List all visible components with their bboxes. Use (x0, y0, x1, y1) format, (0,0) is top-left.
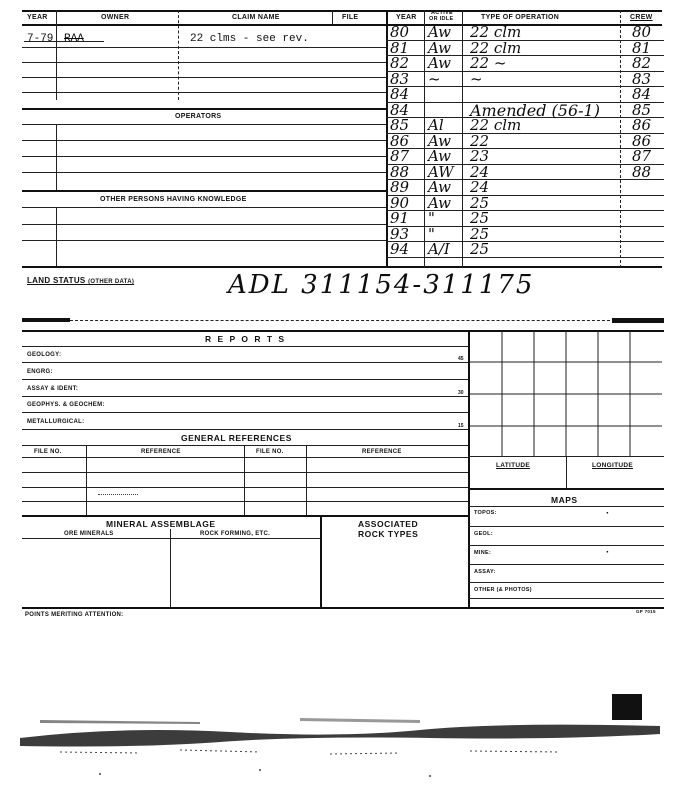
activity-col-type: TYPE OF OPERATION (481, 14, 560, 21)
grid-lines (470, 330, 662, 456)
col-owner-header: OWNER (101, 14, 130, 21)
activity-type: 25 (470, 240, 490, 258)
strike-line (24, 41, 104, 42)
activity-active: Aw (428, 178, 451, 196)
row-line (22, 501, 468, 502)
activity-type: 25 (470, 224, 490, 243)
activity-type: 23 (470, 147, 490, 165)
divider (244, 445, 245, 515)
activity-active: Al (428, 116, 444, 134)
activity-type: 22 clm (470, 116, 522, 134)
activity-crew: 87 (632, 147, 652, 165)
geology-label: GEOLOGY: (27, 352, 62, 358)
row-line (22, 190, 386, 192)
activity-crew: 80 (632, 23, 652, 41)
divider (320, 515, 322, 608)
activity-crew: 81 (632, 38, 652, 57)
activity-crew: 84 (632, 85, 652, 103)
activity-year: 88 (390, 162, 410, 181)
row-line (22, 47, 386, 48)
activity-crew: 86 (632, 116, 652, 134)
scan-dots (98, 494, 138, 495)
activity-active: Aw (428, 193, 451, 212)
row-line (22, 224, 386, 225)
activity-active: Aw (428, 131, 451, 150)
ref-file-no-2: FILE NO. (256, 449, 284, 455)
activity-col-year: YEAR (396, 14, 417, 21)
activity-year: 93 (390, 224, 410, 243)
divider (170, 529, 171, 608)
entry-year: 7-79 (27, 33, 54, 45)
row-line (22, 92, 386, 93)
activity-active: AW (428, 162, 454, 181)
longitude-label: LONGITUDE (592, 462, 633, 469)
row-line (22, 429, 468, 430)
activity-type: 22 ~ (470, 54, 507, 72)
reports-title: R E P O R T S (205, 334, 287, 344)
points-meriting-attention: POINTS MERITING ATTENTION: (25, 612, 124, 618)
row-line (22, 156, 386, 157)
row-line (22, 207, 386, 208)
grid-area (470, 330, 662, 456)
topos-mark: · (606, 508, 610, 519)
activity-col-idle: OR IDLE (429, 16, 454, 22)
geol-label: GEOL: (474, 531, 493, 537)
row-line (22, 108, 386, 110)
entry-owner: RAA (64, 33, 84, 45)
form-number: GP 7015 (636, 609, 656, 614)
activity-year: 80 (390, 23, 410, 41)
row-line (22, 396, 468, 397)
activity-crew: 88 (632, 162, 652, 181)
rock-forming-label: ROCK FORMING, ETC. (200, 531, 271, 537)
land-status-note: (OTHER DATA) (88, 279, 135, 285)
activity-crew: 85 (632, 100, 652, 119)
activity-active: Aw (428, 147, 451, 165)
marker-45: 45 (458, 356, 464, 362)
mine-mark: · (606, 547, 610, 558)
metallurgical-label: METALLURGICAL: (27, 419, 85, 425)
activity-type: ~ (470, 69, 483, 88)
rock-types-label: ROCK TYPES (358, 529, 419, 539)
activity-year: 83 (390, 69, 410, 88)
divider (332, 10, 333, 24)
activity-year: 84 (390, 85, 410, 103)
ore-minerals-label: ORE MINERALS (64, 531, 114, 537)
activity-type: 22 (470, 131, 490, 150)
activity-type: 25 (470, 193, 490, 212)
activity-col-crew: CREW (630, 14, 653, 21)
activity-active: " (428, 224, 435, 243)
top-header-rule-bottom (22, 24, 662, 26)
mineral-frame-top (22, 515, 468, 517)
maps-frame-top (468, 488, 664, 490)
land-status-value: ADL 311154-311175 (228, 270, 535, 300)
row-line (22, 538, 320, 539)
row-line (22, 140, 386, 141)
ref-file-no-1: FILE NO. (34, 449, 62, 455)
activity-year: 91 (390, 209, 410, 227)
row-line (468, 564, 664, 565)
assay-label: ASSAY & IDENT: (27, 386, 79, 392)
other-persons-heading: OTHER PERSONS HAVING KNOWLEDGE (100, 196, 247, 203)
activity-year: 86 (390, 131, 410, 150)
row-line (22, 487, 468, 488)
row-line (22, 240, 386, 241)
maps-title: MAPS (551, 495, 578, 505)
row-line (468, 582, 664, 583)
assay-map-label: ASSAY: (474, 569, 496, 575)
topos-label: TOPOS: (474, 510, 497, 516)
divider (566, 456, 567, 488)
activity-crew: 83 (632, 69, 652, 88)
scan-noise (0, 690, 678, 800)
activity-type: 22 clm (470, 38, 522, 57)
row-line (22, 457, 468, 458)
top-header-rule (22, 10, 662, 12)
activity-crew: 82 (632, 54, 652, 72)
activity-active: ~ (428, 69, 441, 88)
mine-label: MINE: (474, 550, 492, 556)
section-separator (70, 320, 615, 321)
marker-15: 15 (458, 423, 464, 429)
activity-type: 24 (470, 162, 490, 181)
land-status-label (27, 276, 134, 285)
divider (386, 10, 388, 268)
divider (56, 124, 57, 190)
col-year-header: YEAR (27, 14, 48, 21)
divider (56, 207, 57, 266)
divider (56, 10, 57, 100)
row-line (468, 545, 664, 546)
divider (306, 445, 307, 515)
activity-type: 22 clm (470, 23, 522, 41)
land-status-text: LAND STATUS (27, 276, 86, 285)
other-photos-label: OTHER (& PHOTOS) (474, 587, 532, 593)
activity-type: 25 (470, 209, 490, 227)
activity-year: 89 (390, 178, 410, 196)
row-line (468, 506, 664, 507)
row-line (468, 526, 664, 527)
row-line (22, 472, 468, 473)
activity-active: Aw (428, 38, 451, 57)
section-separator (22, 318, 70, 322)
activity-active: A/I (428, 240, 450, 258)
col-file-header: FILE (342, 14, 359, 21)
row-line (22, 124, 386, 125)
activity-col-active: ACTIVE (431, 10, 453, 16)
activity-year: 85 (390, 116, 410, 134)
activity-year: 82 (390, 54, 410, 72)
row-line (22, 172, 386, 173)
activity-year: 87 (390, 147, 410, 165)
col-claim-name-header: CLAIM NAME (232, 14, 280, 21)
row-line (22, 412, 468, 413)
reports-frame-bottom (22, 607, 664, 609)
entry-claim-name: 22 clms - see rev. (190, 33, 309, 45)
row-line (468, 598, 664, 599)
row-line (22, 266, 662, 268)
activity-year: 90 (390, 193, 410, 212)
geophys-label: GEOPHYS. & GEOCHEM: (27, 402, 105, 408)
mineral-assemblage-title: MINERAL ASSEMBLAGE (106, 519, 216, 529)
latitude-label: LATITUDE (496, 462, 531, 469)
ref-reference-1: REFERENCE (141, 449, 181, 455)
row-line (22, 379, 468, 380)
row-line (22, 362, 468, 363)
engrg-label: ENGRG: (27, 369, 53, 375)
section-separator (612, 318, 664, 323)
activity-year: 94 (390, 240, 410, 258)
row-line (22, 346, 468, 347)
activity-year: 81 (390, 38, 410, 57)
activity-active: " (428, 209, 435, 227)
activity-active: Aw (428, 23, 451, 41)
activity-crew: 86 (632, 131, 652, 150)
marker-30: 30 (458, 390, 464, 396)
activity-year: 84 (390, 100, 410, 119)
divider (86, 445, 87, 515)
general-references-title: GENERAL REFERENCES (181, 433, 292, 443)
divider (424, 10, 425, 268)
row-line (22, 62, 386, 63)
associated-label: ASSOCIATED (358, 519, 419, 529)
divider (462, 10, 463, 268)
divider (178, 10, 179, 100)
activity-type: Amended (56-1) (470, 100, 600, 120)
row-line (22, 445, 468, 446)
operators-heading: OPERATORS (175, 113, 222, 120)
activity-type: 24 (470, 178, 490, 196)
row-line (22, 77, 386, 78)
activity-active: Aw (428, 54, 451, 72)
ref-reference-2: REFERENCE (362, 449, 402, 455)
divider (620, 10, 621, 268)
